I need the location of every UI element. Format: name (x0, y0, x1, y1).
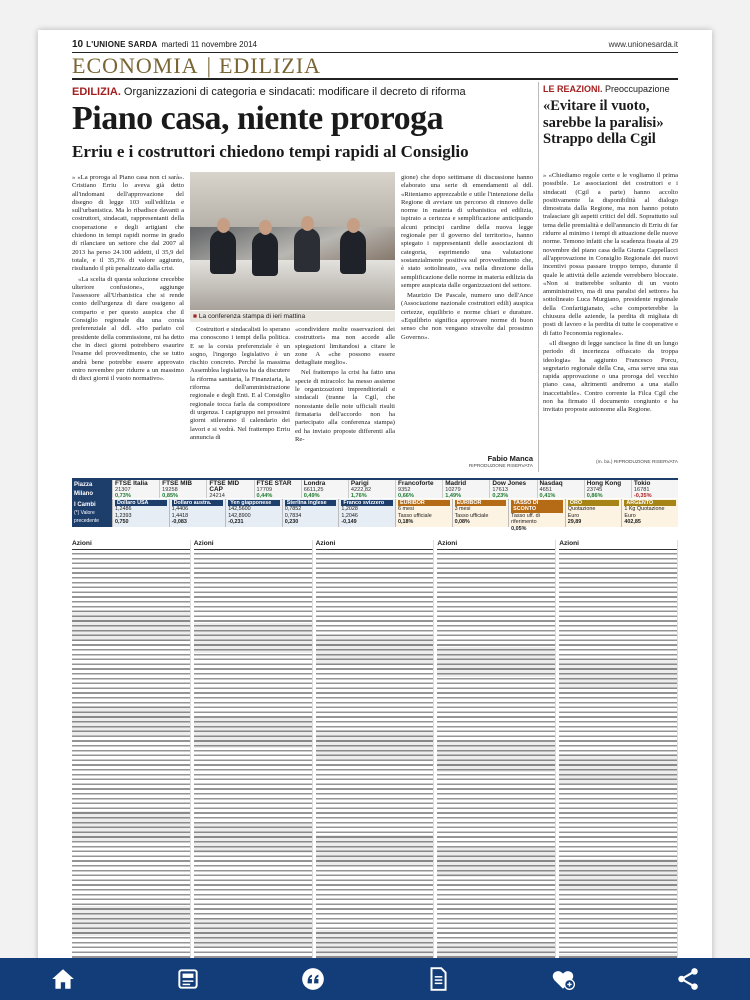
index-change: 0,66% (398, 493, 414, 500)
stock-table-header: Azioni (194, 540, 312, 550)
stock-rows (316, 551, 434, 965)
market-index (112, 480, 159, 498)
index-name: Nasdaq (539, 480, 563, 487)
metal-label: Quotazione (567, 506, 596, 513)
metal-name: ARGENTO (624, 500, 676, 506)
market-index (159, 480, 206, 498)
index-name: Hong Kong (586, 480, 622, 487)
section-primary: ECONOMIA (72, 52, 199, 78)
side-kicker-text: Preoccupazione (605, 84, 670, 94)
paragraph: Nel frattempo la crisi ha fatto una specie di miracolo: ha messo assieme le organizzazioni imprenditoriali e sindacali (tranne la Cgil, che nonostante delle note ufficiali risulti firmataria dell'accordo non ha partecipato alla conferenza stampa) ed ha inviato proposte differenti alla Re- (295, 369, 395, 443)
rate-value: 0,05% (511, 525, 527, 532)
market-index (395, 480, 442, 498)
logo-line: I Cambi (74, 502, 96, 508)
article-rights: RIPRODUZIONE RISERVATA (468, 464, 533, 469)
metal-unit: Euro (624, 512, 636, 519)
index-name: Dow Jones (492, 480, 527, 487)
index-change: 0,23% (492, 493, 509, 500)
interest-rate (452, 499, 509, 527)
paragraph: » «Chiediamo regole certe e le vogliamo il prima possibile. Le associazioni dei costruttori e i sindacati (Cgil a parte) hanno accolto positivamente la disponibilità al dialogo dimostrata dalla Regione, ma non hanno potuto tralasciare gli aspetti critici del ddl. Soprattutto sul tema delle premialità e dell'annuncio di Erriu di far ridurre al minimo i tempi di attuazione delle nuove norme. Temono infatti che la scadenza fissata al 29 novembre del piano casa della Giunta Cappellacci all'approvazione in Consiglio Regionale dei nuovi incentivi possa passare troppo tempo, durante il quale le attività delle aziende verrebbero bloccate. «Non si tratterebbe soltanto di un vuoto amministrativo, ma di una paralisi del settore» ha sottolineato Luca Murgiano, presidente regionale della Confartigianato, «che comporterebbe la chiusura delle aziende, la perdita di migliaia di posti di lavoro e la perdita di tutte le cooperative e di fatto l'economia regionale». (543, 172, 678, 337)
article-photo (190, 172, 395, 310)
index-value: 4222,82 (350, 487, 372, 494)
currency-previous: 142,8900 (228, 512, 251, 519)
kicker-text: Organizzazioni di categoria e sindacati: modificare il decreto di riforma (123, 86, 466, 98)
section-separator: | (206, 52, 211, 78)
document-icon (425, 966, 451, 992)
newspaper-page (38, 30, 712, 970)
stock-table-column (437, 540, 556, 965)
index-change: 0,49% (303, 493, 320, 500)
bottom-navigation-bar (0, 958, 750, 1000)
interest-rate (508, 499, 565, 532)
interest-rate (395, 499, 452, 527)
index-value: 4651 (539, 487, 552, 494)
stock-table-column (559, 540, 678, 965)
currency-value: 1,2486 (115, 506, 132, 513)
index-value: 19258 (162, 487, 178, 494)
index-value: 23745 (586, 487, 603, 494)
rate-sub: Tasso uff. di riferimento (511, 512, 540, 526)
index-name: Londra (303, 480, 326, 487)
metal-value: 29,89 (567, 519, 582, 526)
photo-caption (190, 311, 395, 322)
index-change: 1,76% (350, 493, 367, 500)
currency-rate (338, 499, 395, 527)
currency-row (72, 499, 678, 532)
rate-value: 0,08% (454, 519, 470, 526)
side-kicker (543, 84, 678, 94)
market-index (537, 480, 584, 498)
nav-comments-button[interactable] (293, 961, 333, 997)
index-change: 0,44% (256, 493, 273, 500)
metal-price (565, 499, 622, 527)
nav-document-button[interactable] (418, 961, 458, 997)
currency-name: Yen giapponese (228, 500, 280, 506)
currency-change: 0,230 (284, 519, 299, 526)
currency-value: 142,5600 (228, 506, 251, 513)
logo-line: Milano (74, 491, 93, 497)
website-url: www.unionesarda.it (608, 39, 678, 49)
article-column-1 (72, 174, 184, 470)
index-name: FTSE MID CAP (209, 480, 240, 494)
index-name: Madrid (445, 480, 467, 487)
paragraph: «La scelta di questa soluzione crecebbe ulteriore confusione», aggiunge l'assessore all'Urbanistica che si rende conto dell'urgenza di dare ossigeno al comparto e per questo auspica che il Consiglio regionale dia una corsia preferenziale al ddl. «Ho parlato col presidente della commissione, mi ha detto che in dieci giorni potrebbero esaurire l'esame del provvedimento, che se tutto andrà bene potrebbe essere approvato entro novembre per ridurre a un massimo di dieci giorni il vuoto normativo». (72, 275, 184, 383)
rate-name: TASSO DI SCONTO (511, 500, 563, 513)
rate-label: 6 mesi (397, 506, 414, 513)
article-column-2 (190, 326, 290, 472)
index-change: -0,35% (633, 493, 652, 500)
market-index (348, 480, 395, 498)
metal-value: 402,85 (624, 519, 641, 526)
index-change: 0,73% (115, 493, 131, 500)
currency-name: Dollaro USA (115, 500, 167, 506)
index-value: 10279 (445, 487, 461, 494)
currency-change: -0,083 (171, 519, 187, 526)
side-article-body (543, 172, 678, 456)
section-secondary: EDILIZIA (218, 52, 322, 78)
market-index (206, 480, 253, 498)
side-headline: «Evitare il vuoto, sarebbe la paralisi» Strappo della Cgil (543, 98, 664, 147)
article-subhead: Erriu e i costruttori chiedono tempi rapidi al Consiglio (72, 142, 469, 161)
paragraph: Maurizio De Pascale, numero uno dell'Ance (Associazione nazionale costruttori edili) auspica certezze, equilibrio e norme chiari e durature. «Equilibrio significa approvare norme di buon senso che non vengano stravolte dal prossimo Governo». (401, 292, 533, 341)
rate-name: EURIBOR (398, 500, 450, 506)
paragraph: «Il disegno di legge sancisce la fine di un lungo periodo di incertezza offuscato da troppa ideologia» ha aggiunto Francesco Porcu, segretario regionale della Cna, «ma serve una sua rapida approvazione o una proroga del vecchio piano casa, altrimenti andremo a una stallo inaccettabile». Contro corrente la Filca Cgil che non ha firmato il documento congiunto e ha invitato proposte autonome alla Regione. (543, 339, 678, 414)
index-change: 1,49% (445, 493, 462, 500)
side-rights: RIPRODUZIONE RISERVATA (613, 460, 678, 465)
metal-label: 1 Kg Quotazione (624, 506, 665, 513)
issue-date: martedì 11 novembre 2014 (161, 39, 257, 49)
rate-sub: Tasso ufficiale (397, 512, 432, 519)
caption-text: La conferenza stampa di ieri mattina (198, 313, 306, 320)
rate-label: 3 mesi (454, 506, 471, 513)
index-change: 0,86% (586, 493, 603, 500)
market-strip (72, 478, 678, 538)
stock-rows (72, 551, 190, 965)
stock-rows (194, 551, 312, 965)
article-kicker (72, 86, 522, 98)
currency-value: 1,4406 (171, 506, 189, 513)
masthead (72, 36, 678, 52)
favorite-icon (550, 966, 576, 992)
side-byline: (m. ba.) (595, 460, 613, 465)
index-name: Tokio (633, 480, 651, 487)
share-icon (675, 966, 701, 992)
rate-value: 0,18% (397, 519, 414, 526)
currency-change: 0,750 (115, 519, 129, 526)
article-column-3 (295, 326, 395, 472)
currency-previous: 1,2046 (341, 512, 358, 519)
caption-marker: ■ (193, 313, 197, 320)
currency-rate (225, 499, 282, 527)
stock-table-header: Azioni (437, 540, 555, 550)
market-index (301, 480, 348, 498)
side-kicker-tag: LE REAZIONI. (543, 84, 603, 94)
article-byline: Fabio Manca (487, 454, 533, 463)
index-name: FTSE STAR (256, 480, 292, 487)
column-divider (538, 82, 539, 472)
page-number: 10 (72, 38, 84, 50)
index-value: 16781 (633, 487, 650, 494)
stock-table-header: Azioni (316, 540, 434, 550)
currency-value: 1,2028 (341, 506, 358, 513)
index-value: 21307 (115, 487, 131, 494)
stock-table-header: Azioni (559, 540, 677, 550)
metal-unit: Euro (567, 512, 580, 519)
paragraph: «condividere molte osservazioni dei costruttori» ma non accede alle spiegazioni limitandosi a citare le zone A «che possono essere dettagliate meglio». (295, 326, 395, 367)
article-column-4 (401, 174, 533, 452)
market-index (442, 480, 489, 498)
article-headline: Piano casa, niente proroga (72, 100, 444, 137)
index-name: FTSE MIB (162, 480, 192, 487)
index-change: 0,85% (162, 493, 179, 500)
currency-previous: 1,2393 (115, 512, 132, 519)
index-value: 24214 (209, 493, 225, 500)
stock-listings (72, 540, 678, 965)
index-value: 17709 (256, 487, 273, 494)
currency-name: Sterlina inglese (285, 500, 337, 506)
market-index (254, 480, 301, 498)
section-header (72, 52, 678, 80)
stock-table-header: Azioni (72, 540, 190, 550)
logo-line: (*) Valore precedente (74, 510, 100, 524)
stock-table-column (72, 540, 191, 965)
side-article-footer (543, 460, 678, 465)
currency-name: Franco svizzero (341, 500, 393, 506)
currency-rate (169, 499, 226, 527)
metal-price (621, 499, 678, 527)
kicker-tag: EDILIZIA. (72, 86, 121, 98)
home-icon (50, 966, 76, 992)
index-value: 17613 (492, 487, 508, 494)
paragraph: » «La proroga al Piano casa non ci sarà». Cristiano Erriu lo aveva già detto all'indomani dell'approvazione del disegno di legge 103 sull'edilizia e sull'urbanistica. Ma lo ribadisce davanti a costruttori, sindacati, rappresentanti della cooperazione e degli artigiani che chiedono in tempi rapidi norme in grado di rilanciare un settore che dal 2007 al 2013 ha perso 24.100 addetti, il 35,9 del totale, e il 35,3% di valore aggiunto, risultando il più penalizzato dalla crisi. (72, 174, 184, 273)
piazza-affari-logo (72, 480, 112, 500)
newspaper-name: L'UNIONE SARDA (86, 39, 158, 49)
currency-value: 0,7852 (284, 506, 302, 513)
market-index (631, 480, 678, 498)
quote-icon (300, 966, 326, 992)
nav-home-button[interactable] (43, 961, 83, 997)
nav-edition-button[interactable] (168, 961, 208, 997)
logo-line: Piazza (74, 482, 93, 488)
currency-change: -0,231 (228, 519, 244, 526)
market-index (584, 480, 631, 498)
stock-table-column (194, 540, 313, 965)
edition-icon (175, 966, 201, 992)
nav-share-button[interactable] (668, 961, 708, 997)
stock-rows (559, 551, 677, 965)
index-name: FTSE Italia (115, 480, 148, 487)
indices-row (72, 478, 678, 498)
nav-favorites-button[interactable] (543, 961, 583, 997)
rate-name: EURIBOR (455, 500, 507, 506)
paragraph: Costruttori e sindacalisti lo sperano ma conoscono i tempi della politica. E se la corsia preferenziale è un sogno, l'ingorgo legislativo è un rischio concreto. Perché la massima Assemblea legislativa ha da discutere la riforma sanitaria, la Finanziaria, la riforma dell'amministrazione regionale e degli Enti. E al Consiglio regionale tocca farla da compositore di urgenza. I capigruppo nei prossimi giorni stileranno il calendario dei lavori e si vedrà. Nel frattempo Erriu annuncia di (190, 326, 290, 441)
currency-change: -0,149 (341, 519, 357, 526)
index-name: Parigi (350, 480, 369, 487)
currency-rate (112, 499, 169, 527)
paragraph: gione) che dopo settimane di discussione hanno elaborato una serie di emendamenti al ddl. «Riteniamo apprezzabile e utile l'intenzione della Regione di avviare un percorso di rinnovo delle norme in materia di urbanistica ed edilizia, ispirato a certezza e semplificazione anticipando alcuni principi cardine della nuova legge regionale per il governo del territorio», hanno spiegato i rappresentanti delle associazioni di categoria, esprimendo una valutazione sostanzialmente positiva sul provvedimento che, è stato sottolineato, «va nella direzione della semplificazione delle norme in materia edilizia da sempre auspicata dalle organizzazioni del settore. (401, 174, 533, 289)
index-change: 0,41% (539, 493, 556, 500)
currency-rate (282, 499, 339, 527)
index-value: 6611,25 (303, 487, 324, 494)
rate-sub: Tasso ufficiale (454, 512, 489, 519)
index-value: 9352 (398, 487, 411, 494)
index-name: Francoforte (398, 480, 434, 487)
cambi-logo (72, 499, 112, 527)
currency-name: Dollaro austra. (172, 500, 224, 506)
currency-previous: 1,4418 (171, 512, 189, 519)
stock-table-column (316, 540, 435, 965)
metal-name: ORO (568, 500, 620, 506)
stock-rows (437, 551, 555, 965)
currency-previous: 0,7834 (284, 512, 302, 519)
market-index (489, 480, 536, 498)
